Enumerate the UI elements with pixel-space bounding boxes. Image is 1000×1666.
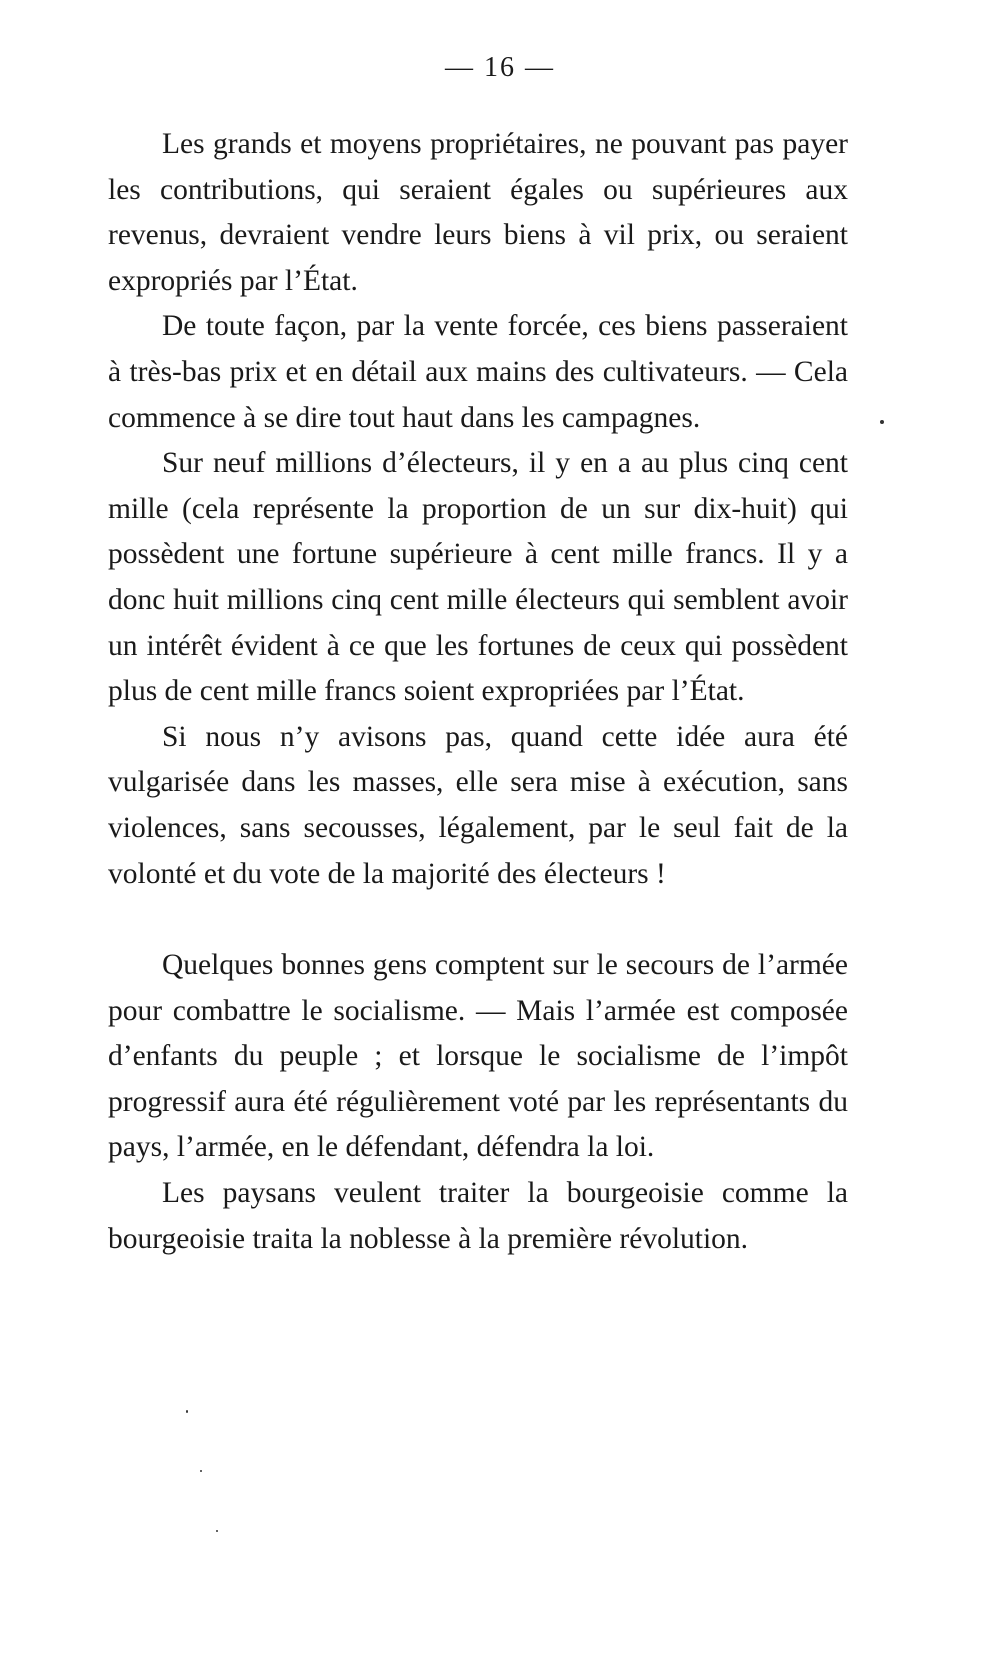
ink-speck [200,1470,202,1472]
body-text [108,122,848,1262]
section-break [108,897,848,943]
page-number: — 16 — [445,52,555,83]
paragraph-4: Si nous n’y avisons pas, quand cette idée aura été vulgarisée dans les masses, elle sera mise à exécution, sans violences, sans secousses, légalement, par le seul fait de la volonté et du vote de la majorité des électeurs ! [108,720,848,890]
paragraph-1: Les grands et moyens propriétaires, ne pouvant pas payer les contributions, qui seraient égales ou supérieures aux revenus, devraient vendre leurs biens à vil prix, ou seraient expropriés par l’État. [108,128,848,297]
ink-speck [880,420,884,424]
paragraph-3: Sur neuf millions d’électeurs, il y en a au plus cinq cent mille (cela représente la proportion de un sur dix-huit) qui possèdent une fortune supérieure à cent mille francs. Il y a donc huit millions cinq cent mille électeurs qui semblent avoir un intérêt évident à ce que les fortunes de ceux qui possèdent plus de cent mille francs soient expropriées par l’État. [108,447,848,708]
ink-speck [216,1530,218,1532]
ink-speck [186,1410,188,1413]
paragraph-2: De toute façon, par la vente forcée, ces biens passeraient à très-bas prix et en détail aux mains des cultivateurs. — Cela commence à se dire tout haut dans les campagnes. [108,310,848,434]
paragraph-6: Les paysans veulent traiter la bourgeoisie comme la bourgeoisie traita la noblesse à la première révolution. [108,1177,848,1255]
paragraph-5: Quelques bonnes gens comptent sur le secours de l’armée pour combattre le socialisme. — Mais l’armée est composée d’enfants du peuple ; et lorsque le socialisme de l’impôt progressif aura été régulièrement voté par les représentants du pays, l’armée, en le défendant, défendra la loi. [108,949,848,1164]
